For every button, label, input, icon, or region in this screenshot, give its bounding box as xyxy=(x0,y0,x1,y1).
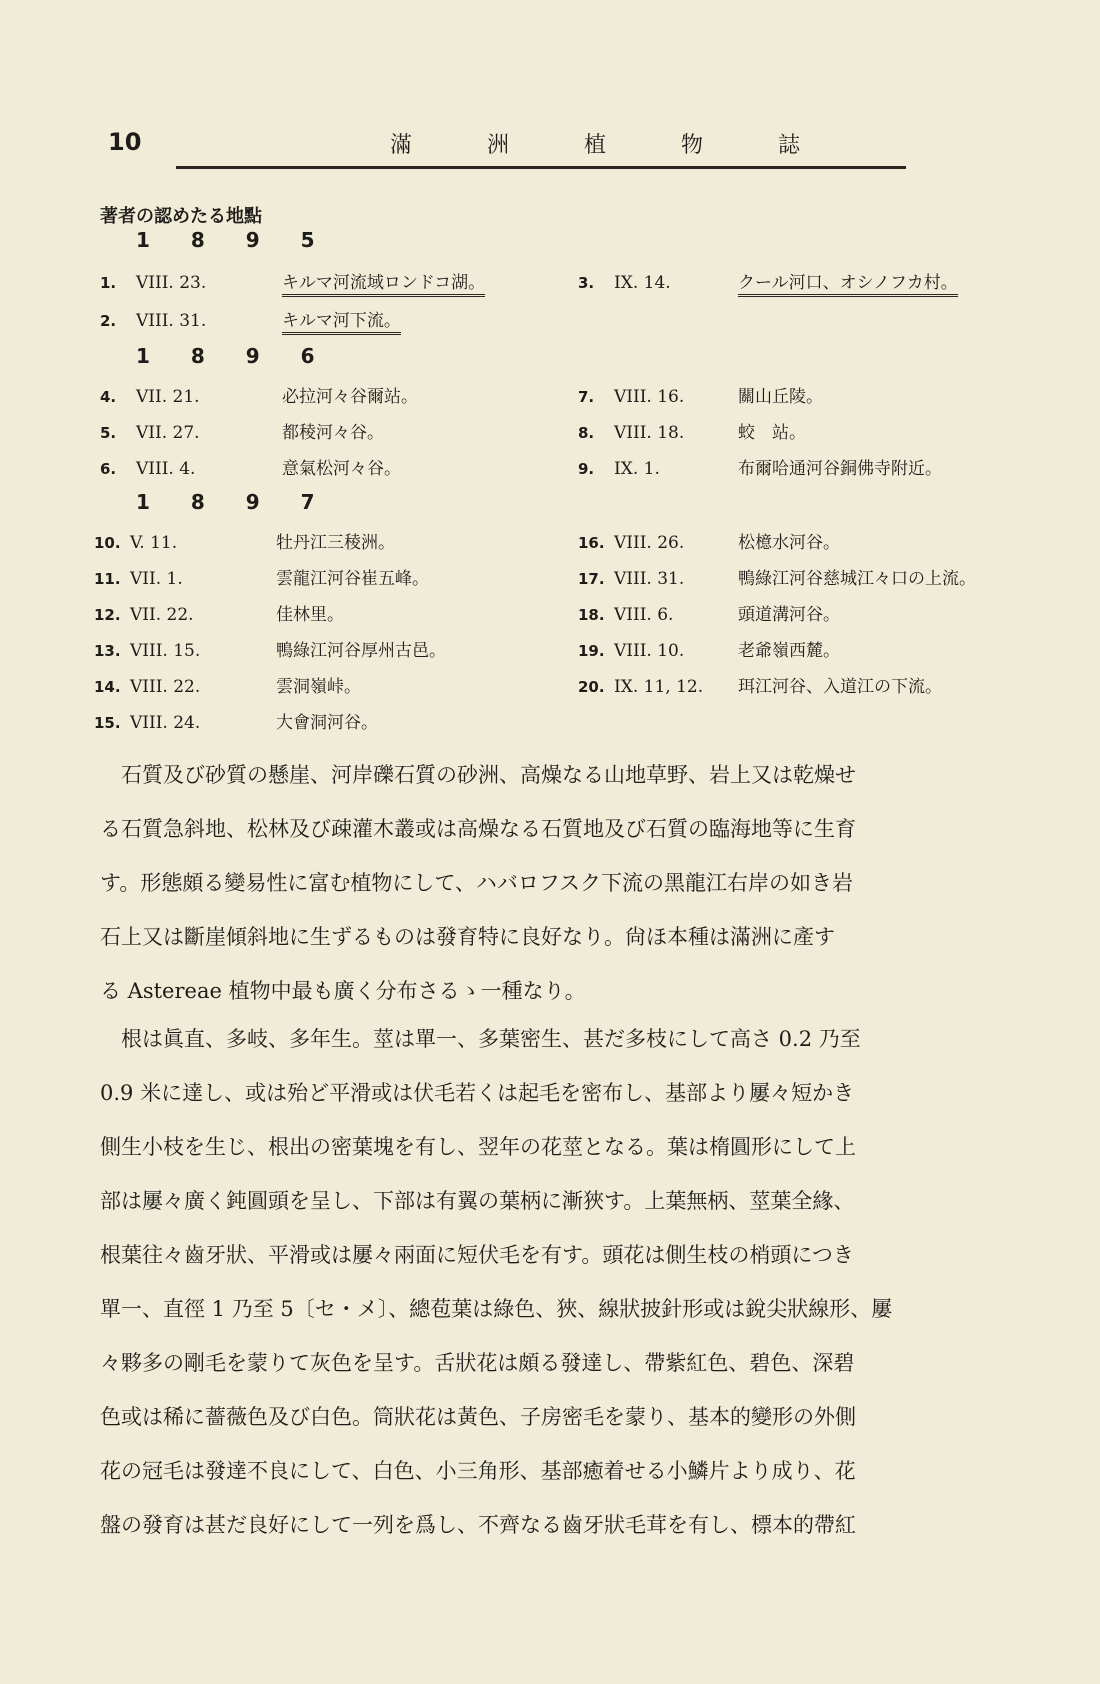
text-line: 色或は稀に薔薇色及び白色。筒狀花は黃色、子房密毛を蒙り、基本的變形の外側 xyxy=(100,1405,856,1429)
text-line: る Astereae 植物中最も廣く分布さるゝ一種なり。 xyxy=(100,979,586,1003)
locality-number: 4. xyxy=(100,388,117,406)
locality-date: VIII. 31. xyxy=(614,569,685,589)
text-line: 側生小枝を生じ、根出の密葉塊を有し、翌年の花莖となる。葉は楕圓形にして上 xyxy=(100,1135,856,1159)
text-line: 石質及び砂質の懸崖、河岸礫石質の砂洲、高燥なる山地草野、岩上又は乾燥せ xyxy=(100,763,856,787)
description-paragraph xyxy=(100,1012,1016,1552)
text-line: 0.9 米に達し、或は殆ど平滑或は伏毛若くは起毛を密布し、基部より屢々短かき xyxy=(100,1081,855,1105)
locality-place: 頭道溝河谷。 xyxy=(738,605,840,625)
locality-row xyxy=(100,268,485,297)
locality-number: 10. xyxy=(94,534,121,552)
text-line: 根葉往々齒牙狀、平滑或は屢々兩面に短伏毛を有す。頭花は側生枝の梢頭につき xyxy=(100,1243,854,1267)
locality-date: VIII. 23. xyxy=(136,273,207,293)
text-line: 根は眞直、多岐、多年生。莖は單一、多葉密生、甚だ多枝にして高さ 0.2 乃至 xyxy=(100,1027,861,1051)
locality-number: 14. xyxy=(94,678,121,696)
locality-number: 19. xyxy=(578,642,605,660)
locality-number: 2. xyxy=(100,312,117,330)
locality-date: VII. 22. xyxy=(130,605,194,625)
locality-date: VII. 21. xyxy=(136,387,200,407)
locality-place: 牡丹江三稜洲。 xyxy=(276,533,395,553)
locality-date: IX. 14. xyxy=(614,273,671,293)
habitat-paragraph xyxy=(100,748,1016,1018)
locality-place: 雲洞嶺峠。 xyxy=(276,677,361,697)
locality-row xyxy=(100,418,384,443)
locality-number: 15. xyxy=(94,714,121,732)
locality-row xyxy=(578,454,942,479)
locality-place: 蛟 站。 xyxy=(738,423,806,443)
text-line: 々夥多の剛毛を蒙りて灰色を呈す。舌狀花は頗る發達し、帶紫紅色、碧色、深碧 xyxy=(100,1351,855,1375)
locality-place: 必拉河々谷爾站。 xyxy=(282,387,418,407)
locality-date: VIII. 26. xyxy=(614,533,685,553)
locality-number: 18. xyxy=(578,606,605,624)
localities-heading: 著者の認めたる地點 xyxy=(100,206,262,227)
locality-row xyxy=(100,382,418,407)
locality-row xyxy=(578,268,958,297)
locality-date: VIII. 31. xyxy=(136,311,207,331)
text-line: 單一、直徑 1 乃至 5〔セ・メ〕、總苞葉は綠色、狹、線狀披針形或は銳尖狀線形、屢 xyxy=(100,1297,893,1321)
text-line: 花の冠毛は發達不良にして、白色、小三角形、基部癒着せる小鱗片より成り、花 xyxy=(100,1459,856,1483)
year-heading: 1 8 9 5 xyxy=(136,228,332,252)
locality-number: 5. xyxy=(100,424,117,442)
locality-row xyxy=(578,636,840,661)
locality-number: 16. xyxy=(578,534,605,552)
locality-number: 1. xyxy=(100,274,117,292)
locality-number: 12. xyxy=(94,606,121,624)
locality-number: 9. xyxy=(578,460,595,478)
text-line: 部は屢々廣く鈍圓頭を呈し、下部は有翼の葉柄に漸狹す。上葉無柄、莖葉全緣、 xyxy=(100,1189,855,1213)
year-heading: 1 8 9 6 xyxy=(136,344,332,368)
locality-row xyxy=(94,564,429,589)
locality-date: VIII. 16. xyxy=(614,387,685,407)
locality-place: 鴨綠江河谷慈城江々口の上流。 xyxy=(738,569,976,589)
locality-place: 關山丘陵。 xyxy=(738,387,823,407)
year-heading: 1 8 9 7 xyxy=(136,490,332,514)
locality-place: キルマ河下流。 xyxy=(282,306,401,335)
locality-date: VII. 27. xyxy=(136,423,200,443)
locality-place: 珥江河谷、入道江の下流。 xyxy=(738,677,942,697)
locality-place: 意氣松河々谷。 xyxy=(282,459,401,479)
locality-row xyxy=(578,600,840,625)
locality-place: 松檍水河谷。 xyxy=(738,533,840,553)
locality-row xyxy=(578,418,806,443)
locality-row xyxy=(578,528,840,553)
locality-row xyxy=(94,528,395,553)
locality-date: V. 11. xyxy=(130,533,178,553)
locality-place: 鴨綠江河谷厚州古邑。 xyxy=(276,641,446,661)
locality-row xyxy=(94,708,378,733)
locality-place: 大會洞河谷。 xyxy=(276,713,378,733)
header-rule xyxy=(176,166,906,169)
locality-number: 6. xyxy=(100,460,117,478)
text-line: る石質急斜地、松林及び疎灌木叢或は高燥なる石質地及び石質の臨海地等に生育 xyxy=(100,817,856,841)
locality-number: 11. xyxy=(94,570,121,588)
locality-number: 20. xyxy=(578,678,605,696)
locality-row xyxy=(578,672,942,697)
text-line: 石上又は斷崖傾斜地に生ずるものは發育特に良好なり。尙ほ本種は滿洲に產す xyxy=(100,925,835,949)
locality-number: 17. xyxy=(578,570,605,588)
locality-number: 8. xyxy=(578,424,595,442)
locality-number: 7. xyxy=(578,388,595,406)
locality-date: VIII. 18. xyxy=(614,423,685,443)
locality-date: VIII. 24. xyxy=(130,713,201,733)
locality-place: 雲龍江河谷崔五峰。 xyxy=(276,569,429,589)
locality-number: 3. xyxy=(578,274,595,292)
locality-date: VIII. 4. xyxy=(136,459,196,479)
locality-place: キルマ河流域ロンドコ湖。 xyxy=(282,268,485,297)
locality-date: IX. 1. xyxy=(614,459,660,479)
locality-date: VIII. 22. xyxy=(130,677,201,697)
locality-place: 都稜河々谷。 xyxy=(282,423,384,443)
locality-number: 13. xyxy=(94,642,121,660)
locality-date: VIII. 15. xyxy=(130,641,201,661)
text-line: す。形態頗る變易性に富む植物にして、ハバロフスク下流の黑龍江右岸の如き岩 xyxy=(100,871,854,895)
running-title: 滿 洲 植 物 誌 xyxy=(390,133,834,158)
locality-place: 佳林里。 xyxy=(276,605,344,625)
locality-date: VIII. 6. xyxy=(614,605,674,625)
page-number: 10 xyxy=(108,128,142,156)
locality-row xyxy=(100,454,401,479)
locality-date: VIII. 10. xyxy=(614,641,685,661)
locality-place: クール河口、オシノフカ村。 xyxy=(738,268,958,297)
locality-date: VII. 1. xyxy=(130,569,183,589)
text-line: 盤の發育は甚だ良好にして一列を爲し、不齊なる齒牙狀毛茸を有し、標本的帶紅 xyxy=(100,1513,856,1537)
locality-place: 老爺嶺西麓。 xyxy=(738,641,840,661)
locality-date: IX. 11, 12. xyxy=(614,677,704,697)
locality-row xyxy=(94,600,344,625)
locality-place: 布爾哈通河谷銅佛寺附近。 xyxy=(738,459,942,479)
locality-row xyxy=(100,306,401,335)
locality-row xyxy=(578,382,823,407)
locality-row xyxy=(578,564,976,589)
locality-row xyxy=(94,672,361,697)
locality-row xyxy=(94,636,446,661)
